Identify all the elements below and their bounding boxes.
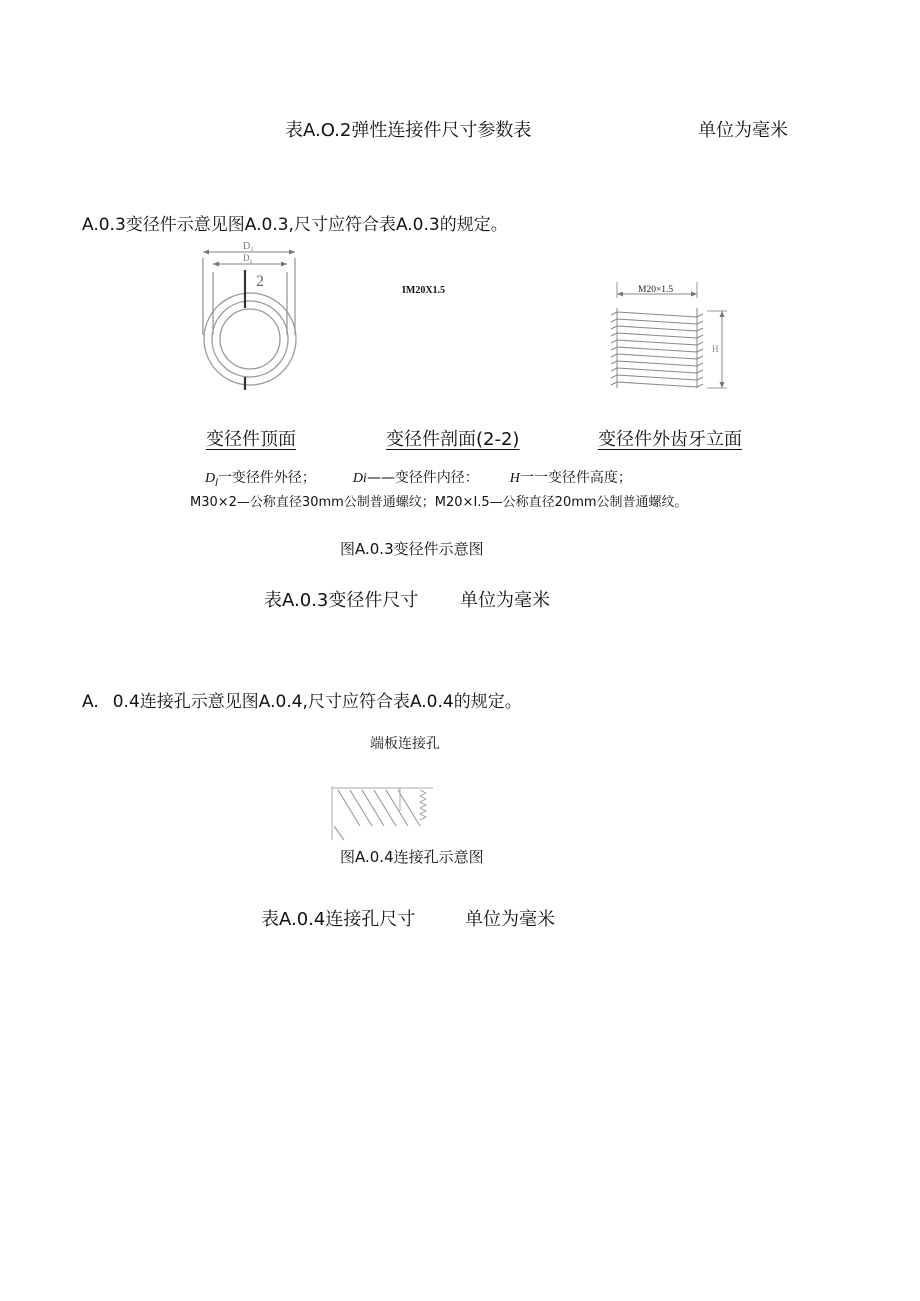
legend-d1-subscript: l [215, 477, 218, 489]
hatch-line [374, 790, 396, 826]
figure-a03-title: 图A.0.3变径件示意图 [340, 540, 484, 558]
thread-line [611, 368, 703, 373]
legend-line-1 [205, 467, 632, 489]
hatch-line [338, 790, 360, 826]
hatch-line [386, 790, 408, 826]
table-a03-unit: 单位为毫米 [460, 590, 550, 611]
hatch-line [350, 790, 372, 826]
figure-a04-label: 端板连接孔 [370, 736, 440, 752]
label-d1: D₁ [243, 241, 254, 252]
connection-hole-figure [330, 786, 435, 841]
legend-h-text: 一一变径件高度； [519, 470, 632, 486]
caption-elevation-view: 变径件外齿牙立面 [598, 429, 742, 450]
caption-section-view: 变径件剖面(2-2) [386, 429, 520, 450]
hatch-line [362, 790, 384, 826]
label-d2: D₂ [243, 253, 253, 263]
section-a04-text: 0.4连接孔示意见图A.0.4,尺寸应符合表A.0.4的规定。 [112, 692, 522, 712]
legend-h-symbol: H [509, 471, 520, 486]
table-a02-title: 表A.O.2弹性连接件尺寸参数表 [285, 120, 532, 141]
legend-d1-text: 一变径件外径； [217, 470, 316, 486]
height-label: H [712, 344, 719, 354]
hatch-line [334, 826, 344, 840]
thread-line [611, 354, 703, 359]
thread-hatching [611, 308, 703, 388]
table-a03-title: 表A.0.3变径件尺寸 [264, 590, 419, 611]
legend-line-2: M30×2—公称直径30mm公制普通螺纹；M20×I.5—公称直径20mm公制普通螺纹。 [190, 495, 688, 510]
legend-d1-symbol: D [205, 471, 216, 486]
section-a04-prefix: A. [82, 692, 99, 712]
section-a03-intro: A.0.3变径件示意见图A.0.3,尺寸应符合表A.0.3的规定。 [82, 215, 508, 235]
thread-line [611, 382, 703, 387]
table-a04-unit: 单位为毫米 [465, 909, 555, 930]
thread-line [611, 319, 703, 324]
thread-label: M20×1.5 [638, 285, 674, 295]
thread-line [611, 340, 703, 345]
section-a04-intro [82, 687, 522, 712]
hole-hatching [334, 790, 420, 840]
thread-line [611, 333, 703, 338]
thread-line [611, 326, 703, 331]
thread-elevation-figure [605, 278, 730, 393]
section-mark: 2 [256, 273, 264, 290]
figure-a04-title: 图A.0.4连接孔示意图 [340, 848, 484, 866]
legend-di-symbol: Di [352, 471, 367, 486]
thread-line [611, 375, 703, 380]
thread-line [611, 361, 703, 366]
table-a04-title: 表A.0.4连接孔尺寸 [261, 909, 416, 930]
top-view-figure [195, 240, 305, 390]
legend-di-text: ——变径件内径： [366, 470, 479, 486]
caption-top-view: 变径件顶面 [206, 429, 296, 450]
thread-line [611, 347, 703, 352]
section-figure-label: IM20X1.5 [402, 285, 446, 296]
thread-line [611, 312, 703, 317]
table-a02-unit: 单位为毫米 [698, 120, 788, 141]
hatch-line [398, 790, 420, 826]
